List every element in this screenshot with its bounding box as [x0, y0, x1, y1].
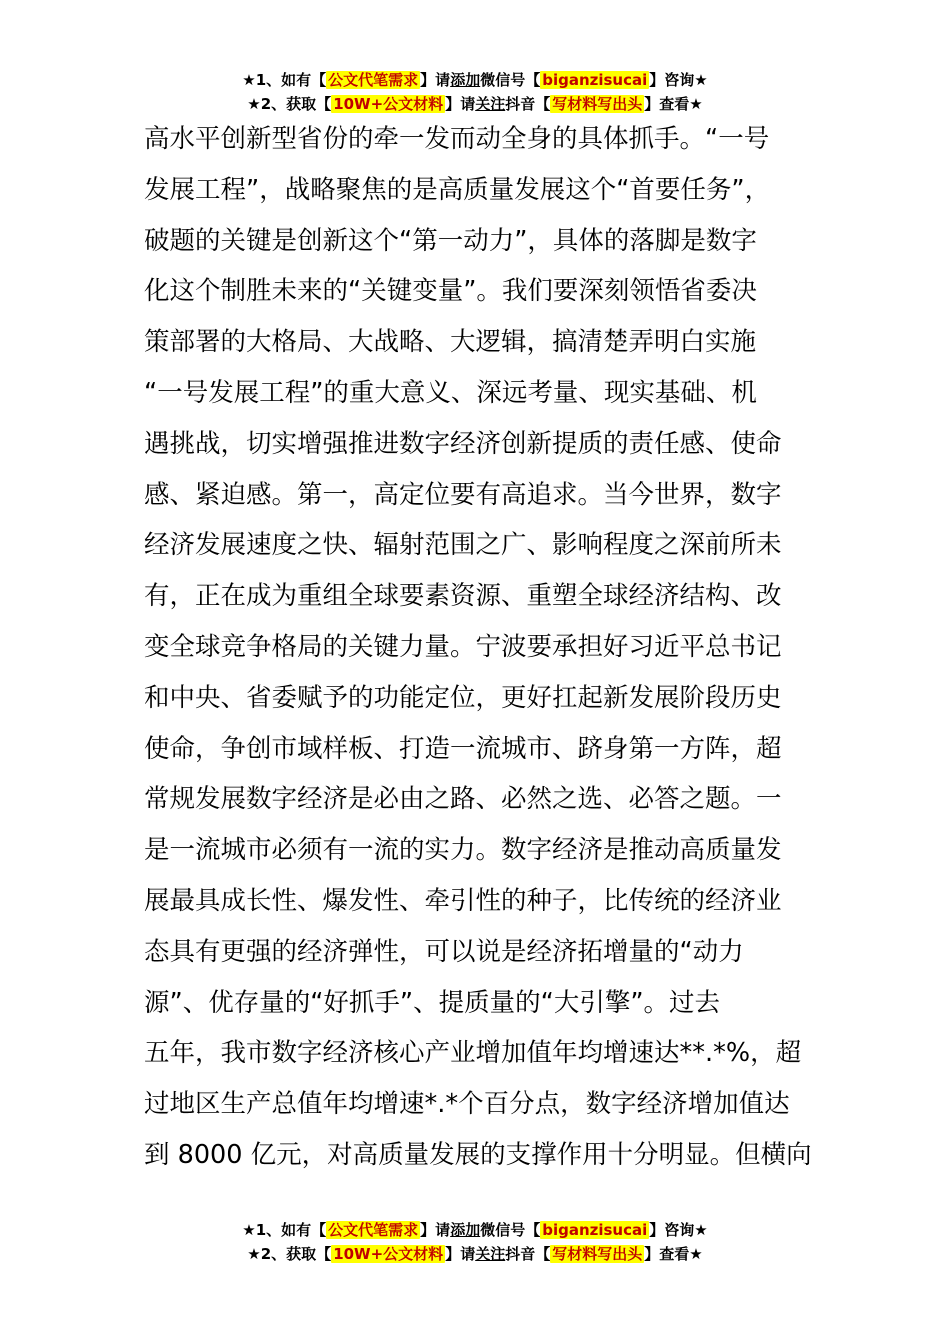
banner-underlined-text: 添加	[450, 1221, 481, 1239]
banner-text: 抖音【	[505, 95, 551, 113]
banner-underlined-text: 关注	[475, 1245, 506, 1263]
banner-text: 微信号【	[480, 71, 541, 89]
banner-line-2	[0, 1242, 950, 1266]
banner-underlined-text: 关注	[475, 95, 506, 113]
banner-text: 】咨询★	[649, 1221, 708, 1239]
body-line: 变全球竞争格局的关键力量。宁波要承担好习近平总书记	[144, 631, 782, 662]
banner-text: 】请	[420, 71, 451, 89]
body-line: 过地区生产总值年均增速*.*个百分点，数字经济增加值达	[144, 1089, 790, 1120]
body-line: 是一流城市必须有一流的实力。数字经济是推动高质量发	[144, 835, 782, 866]
body-line: 经济发展速度之快、辐射范围之广、影响程度之深前所未	[144, 530, 782, 561]
body-line: 到 8000 亿元，对高质量发展的支撑作用十分明显。但横向	[144, 1139, 812, 1170]
highlight-materials: 10W+公文材料	[333, 1245, 444, 1263]
body-line: 使命，争创市域样板、打造一流城市、跻身第一方阵，超	[144, 733, 782, 764]
banner-underlined-text: 添加	[450, 71, 481, 89]
banner-text: ★1、如有【	[242, 71, 327, 89]
body-line: 常规发展数字经济是必由之路、必然之选、必答之题。一	[144, 784, 782, 815]
body-line: 有，正在成为重组全球要素资源、重塑全球经济结构、改	[144, 581, 782, 612]
body-line: 五年，我市数字经济核心产业增加值年均增速达**.*%，超	[144, 1038, 802, 1069]
document-body	[144, 114, 824, 1181]
banner-text: ★2、获取【	[247, 95, 332, 113]
banner-text: 】查看★	[644, 1245, 703, 1263]
highlight-service: 公文代笔需求	[328, 71, 419, 89]
body-line: 和中央、省委赋予的功能定位，更好扛起新发展阶段历史	[144, 682, 782, 713]
body-line: “一号发展工程”的重大意义、深远考量、现实基础、机	[144, 377, 757, 408]
body-line: 策部署的大格局、大战略、大逻辑，搞清楚弄明白实施	[144, 327, 757, 358]
body-line: 态具有更强的经济弹性，可以说是经济拓增量的“动力	[144, 936, 744, 967]
highlight-douyin: 写材料写出头	[552, 95, 643, 113]
banner-text: 】请	[445, 1245, 476, 1263]
banner-text: ★1、如有【	[242, 1221, 327, 1239]
body-line: 遇挑战，切实增强推进数字经济创新提质的责任感、使命	[144, 428, 782, 459]
banner-text: 微信号【	[480, 1221, 541, 1239]
body-line: 高水平创新型省份的牵一发而动全身的具体抓手。“一号	[144, 124, 770, 154]
body-line: 破题的关键是创新这个“第一动力”，具体的落脚是数字	[144, 225, 757, 256]
highlight-wechat-id: biganzisucai	[542, 71, 648, 89]
banner-text: ★2、获取【	[247, 1245, 332, 1263]
footer-banner	[0, 1218, 950, 1266]
banner-text: 】请	[445, 95, 476, 113]
banner-line-1	[0, 68, 950, 92]
banner-text: 】咨询★	[649, 71, 708, 89]
banner-line-2	[0, 92, 950, 116]
body-line: 感、紧迫感。第一，高定位要有高追求。当今世界，数字	[144, 479, 782, 510]
body-line: 展最具成长性、爆发性、牵引性的种子，比传统的经济业	[144, 885, 782, 916]
body-line: 发展工程”，战略聚焦的是高质量发展这个“首要任务”，	[144, 174, 771, 205]
banner-text: 】查看★	[644, 95, 703, 113]
banner-line-1	[0, 1218, 950, 1242]
highlight-materials: 10W+公文材料	[333, 95, 444, 113]
highlight-wechat-id: biganzisucai	[542, 1221, 648, 1239]
body-line: 化这个制胜未来的“关键变量”。我们要深刻领悟省委决	[144, 276, 757, 307]
header-banner	[0, 68, 950, 116]
banner-text: 】请	[420, 1221, 451, 1239]
highlight-douyin: 写材料写出头	[552, 1245, 643, 1263]
banner-text: 抖音【	[505, 1245, 551, 1263]
highlight-service: 公文代笔需求	[328, 1221, 419, 1239]
body-line: 源”、优存量的“好抓手”、提质量的“大引擎”。过去	[144, 987, 721, 1018]
